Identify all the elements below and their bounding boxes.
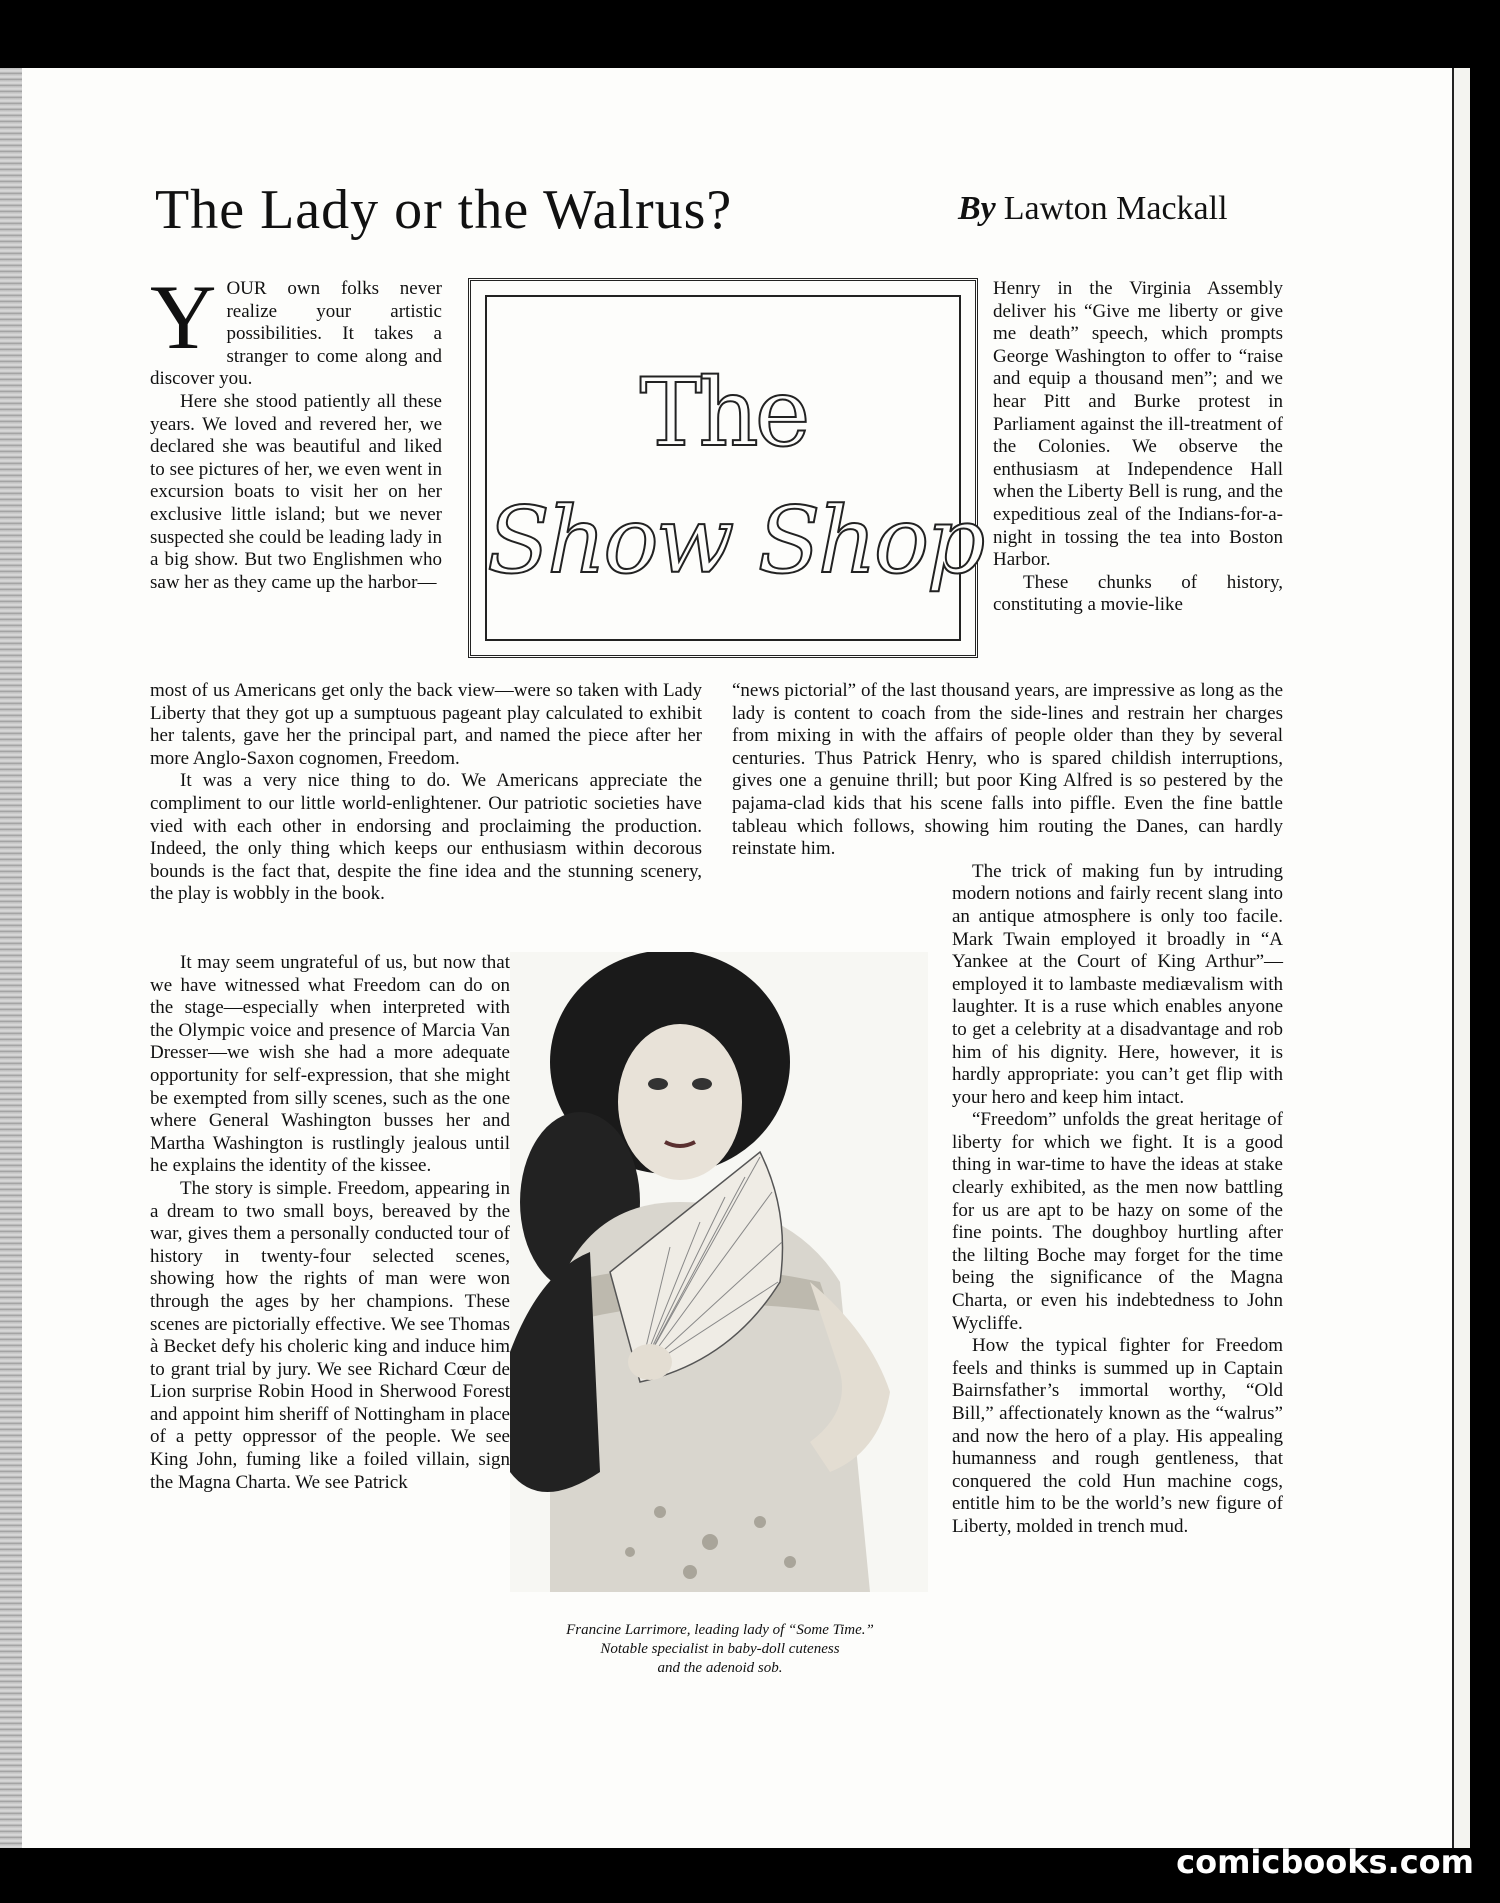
photo-caption	[505, 1621, 935, 1678]
paragraph	[952, 1335, 1283, 1538]
column-right-top	[993, 278, 1283, 617]
portrait-photo	[510, 952, 928, 1592]
paragraph	[150, 266, 442, 391]
byline-by: By	[958, 190, 996, 227]
paragraph	[150, 770, 702, 906]
paragraph-text: The story is simple. Freedom, appearing in a dream to two small boys, bereaved by the war, gives them a personally conducted tour of history in twenty-four selected scenes, showing how the rights of man were won through the ages by her champions. These scenes are pictorially effective. We see Thomas à Becket defy his choleric king and induce him to grant trial by jury. We see Richard Cœur de Lion surprise Robin Hood in Sherwood Forest and appoint him sheriff of Nottingham in place of a petty oppressor of the people. We see King John, fuming like a foiled villain, sign the Magna Charta. We see Patrick	[150, 1177, 510, 1493]
paragraph-text: most of us Americans get only the back view—were so taken with Lady Liberty that they got up a sumptuous pageant play calculated to exhibit her talents, gave her the principal part, and named the piece after her more Anglo-Saxon cognomen, Freedom.	[150, 680, 702, 769]
next-page-edge	[1452, 68, 1470, 1848]
paragraph	[732, 680, 1283, 861]
logo-show-shop: Show Shop	[487, 487, 983, 594]
paragraph	[150, 952, 510, 1178]
article-title: The Lady or the Walrus?	[155, 179, 733, 241]
paragraph-text: OUR own folks never realize your artistic possibilities. It takes a stranger to come along and discover you.	[150, 278, 442, 390]
paragraph-text: “news pictorial” of the last thousand years, are impressive as long as the lady is content to coach from the side-lines and restrain her charges from mixing in with the affairs of people older than they by several centuries. Thus Patrick Henry, who is spared childish interruptions, gives one a genuine thrill; but poor King Alfred is so pestered by the pajama-clad kids that his scene falls into piffle. Even the fine battle tableau which follows, showing him routing the Danes, can hardly reinstate him.	[732, 680, 1283, 860]
paragraph-text: How the typical fighter for Freedom feels and thinks is summed up in Captain Bairnsfather’s immortal worthy, “Old Bill,” affectionately known as the “walrus” and now the hero of a play. His appealing humanness and rough gentleness, that conquered the cold Hun machine cogs, entitle him to be the world’s new figure of Liberty, molded in trench mud.	[952, 1335, 1283, 1537]
paragraph	[993, 278, 1283, 572]
byline-author: Lawton Mackall	[1003, 190, 1228, 227]
paragraph	[952, 861, 1283, 1110]
paragraph	[150, 1178, 510, 1494]
paragraph-text: It was a very nice thing to do. We Americans appreciate the compliment to our little world-enlightener. Our patriotic societies have vied with each other in endorsing and proclaiming the production. Indeed, the only thing which keeps our enthusiasm within decorous bounds is the fact that, despite the fine idea and the stunning scenery, the play is wobbly in the book.	[150, 770, 702, 905]
paragraph-text: Here she stood patiently all these years. We loved and revered her, we declared she was beautiful and liked to see pictures of her, we even went in excursion boats to visit her on her exclusive little island; but we never suspected she could be leading lady in a big show. But two Englishmen who saw her as they came up the harbor—	[150, 390, 442, 593]
column-left-lower	[150, 952, 510, 1494]
watermark: comicbooks.com	[1176, 1843, 1474, 1881]
byline	[958, 190, 1228, 228]
logo-frame	[485, 295, 983, 641]
paragraph	[952, 1109, 1283, 1335]
paragraph	[150, 391, 442, 594]
column-left-wide	[150, 680, 702, 906]
paragraph-text: Henry in the Virginia Assembly deliver his “Give me liberty or give me death” speech, which prompts George Washington to offer to “raise and equip a thousand men”; and we hear Pitt and Burke protest in Parliament against the ill-treatment of the Colonies. We observe the enthusiasm at Independence Hall when the Liberty Bell is rung, and the expeditious zeal of the Indians-for-a-night in tossing the tea into Boston Harbor.	[993, 278, 1283, 571]
page-edge	[0, 68, 22, 1848]
portrait-illustration	[510, 952, 928, 1592]
paragraph	[150, 680, 702, 770]
logo-the: The	[639, 359, 807, 468]
paragraph-text: The trick of making fun by intruding modern notions and fairly recent slang into an antique atmosphere is only too facile. Mark Twain employed it broadly in “A Yankee at the Court of King Arthur”—employed it to lambaste mediævalism with laughter. It is a ruse which enables anyone to get a celebrity at a disadvantage and rob him of his dignity. Here, however, it is hardly appropriate: you can’t get flip with your hero and keep him intact.	[952, 860, 1283, 1108]
paragraph-text: “Freedom” unfolds the great heritage of liberty for which we fight. It is a good thing in war-time to have the ideas at stake clearly exhibited, as the men now battling for us are apt to be hazy on some of the fine points. The doughboy hurtling after the lilting Boche may forget for the time being the significance of the Magna Charta, or even his indebtedness to John Wycliffe.	[952, 1109, 1283, 1334]
drop-cap: Y	[150, 266, 217, 368]
caption-line-1: Francine Larrimore, leading lady of “Some Time.”	[566, 1622, 874, 1638]
show-shop-logo	[468, 278, 983, 658]
paragraph	[993, 572, 1283, 617]
column-left-top	[150, 266, 442, 594]
caption-line-3: and the adenoid sob.	[657, 1660, 783, 1676]
caption-line-2: Notable specialist in baby-doll cuteness	[600, 1641, 840, 1657]
paragraph-text: These chunks of history, constituting a movie-like	[993, 571, 1283, 616]
paragraph-text: It may seem ungrateful of us, but now that we have witnessed what Freedom can do on the stage—especially when interpreted with the Olympic voice and presence of Marcia Van Dresser—we wish she had a more adequate opportunity for self-expression, that she might be exempted from silly scenes, such as the one where General Washington busses her and Martha Washington is rustlingly jealous until he explains the identity of the kissee.	[150, 952, 510, 1177]
